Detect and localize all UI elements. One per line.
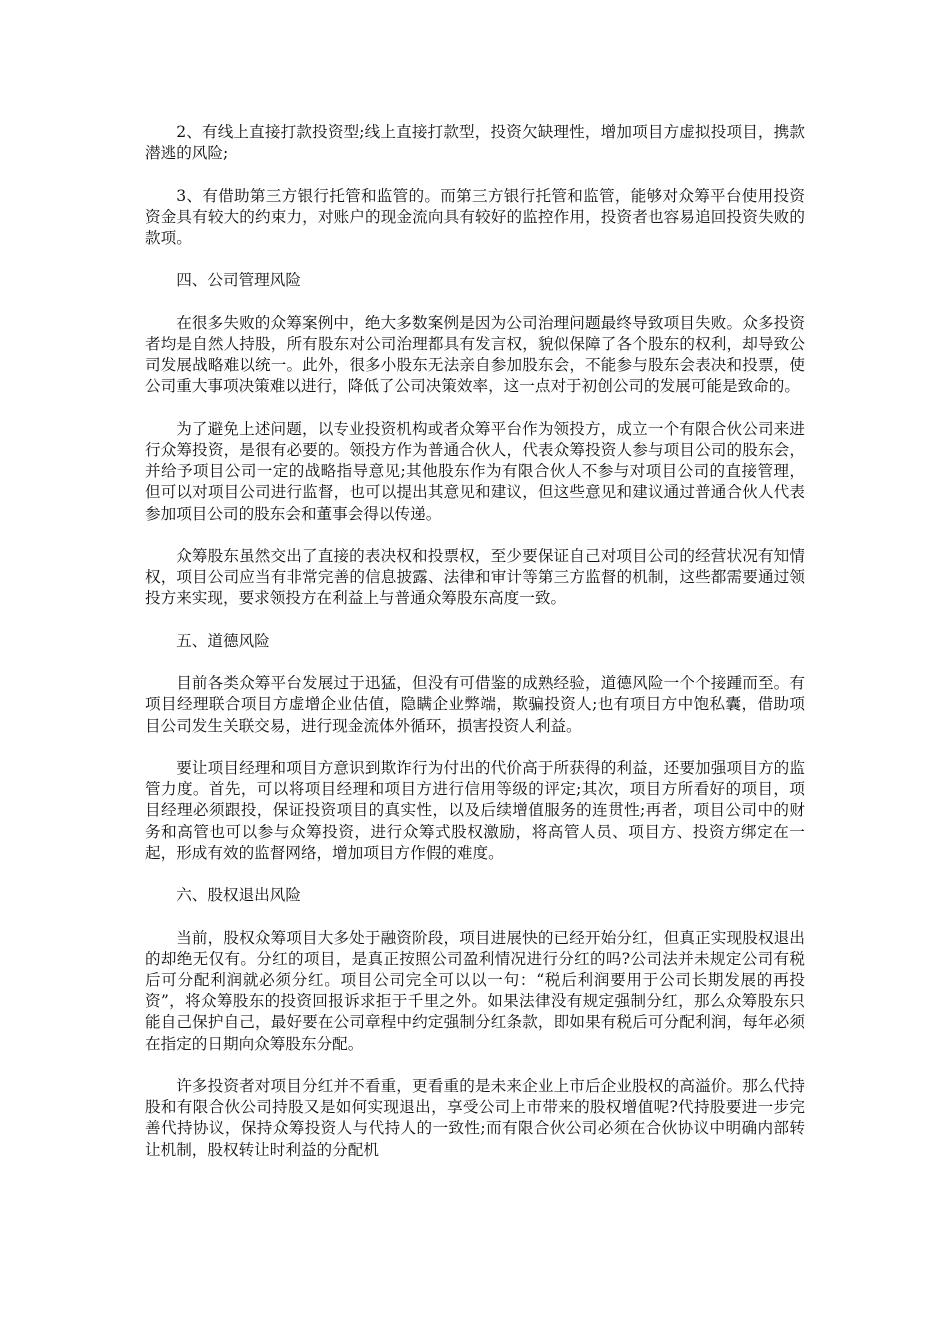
paragraph-moral-hazard: 目前各类众筹平台发展过于迅猛，但没有可借鉴的成熟经验，道德风险一个个接踵而至。有项目经理联合项目方虚增企业估值，隐瞒企业弊端，欺骗投资人;也有项目方中饱私囊，借助项目公司发生关联交易，进行现金流体外循环，损害投资人利益。 [145, 674, 805, 735]
paragraph-dividends: 当前，股权众筹项目大多处于融资阶段，项目进展快的已经开始分红，但真正实现股权退出的却绝无仅有。分红的项目，是真正按照公司盈利情况进行分红的吗?公司法并未规定公司有税后可分配利润就必须分红。项目公司完全可以以一句：“税后利润要用于公司长期发展的再投资”，将众筹股东的投资回报诉求拒于千里之外。如果法律没有规定强制分红，那么众筹股东只能自己保护自己，最好要在公司章程中约定强制分红条款，即如果有税后可分配利润，每年必须在指定的日期向众筹股东分配。 [145, 928, 805, 1053]
paragraph-supervision: 要让项目经理和项目方意识到欺诈行为付出的代价高于所获得的利益，还要加强项目方的监管力度。首先，可以将项目经理和项目方进行信用等级的评定;其次，项目方所看好的项目，项目经理必须跟投，保证投资项目的真实性，以及后续增值服务的连贯性;再者，项目公司中的财务和高管也可以参与众筹投资，进行众筹式股权激励，将高管人员、项目方、投资方绑定在一起，形成有效的监督网络，增加项目方作假的难度。 [145, 758, 805, 862]
section-heading-company-management: 四、公司管理风险 [176, 271, 301, 290]
document-page [145, 122, 805, 1182]
section-heading-moral-risk: 五、道德风险 [176, 631, 270, 650]
paragraph-online-payment: 2、有线上直接打款投资型;线上直接打款型，投资欠缺理性，增加项目方虚拟投项目，携款潜逃的风险; [145, 123, 805, 163]
paragraph-third-party-custody: 3、有借助第三方银行托管和监管的。而第三方银行托管和监管，能够对众筹平台使用投资资金具有较大的约束力，对账户的现金流向具有较好的监控作用，投资者也容易追回投资失败的款项。 [145, 186, 805, 247]
paragraph-shareholder-rights: 众筹股东虽然交出了直接的表决权和投票权，至少要保证自己对项目公司的经营状况有知情权，项目公司应当有非常完善的信息披露、法律和审计等第三方监督的机制，这些都需要通过领投方来实现，要求领投方在利益上与普通众筹股东高度一致。 [145, 546, 805, 608]
section-heading-equity-exit: 六、股权退出风险 [176, 886, 301, 905]
paragraph-lead-investor: 为了避免上述问题，以专业投资机构或者众筹平台作为领投方，成立一个有限合伙公司来进行众筹投资，是很有必要的。领投方作为普通合伙人，代表众筹投资人参与项目公司的股东会，并给予项目公司一定的战略指导意见;其他股东作为有限合伙人不参与对项目公司的直接管理，但可以对项目公司进行监督，也可以提出其意见和建议，但这些意见和建议通过普通合伙人代表参加项目公司的股东会和董事会得以传递。 [145, 419, 805, 523]
paragraph-governance-failure: 在很多失败的众筹案例中，绝大多数案例是因为公司治理问题最终导致项目失败。众多投资者均是自然人持股，所有股东对公司治理都具有发言权，貌似保障了各个股东的权利，却导致公司发展战略难以统一。此外，很多小股东无法亲自参加股东会，不能参与股东会表决和投票，使公司重大事项决策难以进行，降低了公司决策效率，这一点对于初创公司的发展可能是致命的。 [145, 313, 805, 396]
paragraph-exit-mechanism: 许多投资者对项目分红并不看重，更看重的是未来企业上市后企业股权的高溢价。那么代持股和有限合伙公司持股又是如何实现退出，享受公司上市带来的股权增值呢?代持股要进一步完善代持协议，保持众筹投资人与代持人的一致性;而有限合伙公司必须在合伙协议中明确内部转让机制，股权转让时利益的分配机 [145, 1076, 805, 1159]
